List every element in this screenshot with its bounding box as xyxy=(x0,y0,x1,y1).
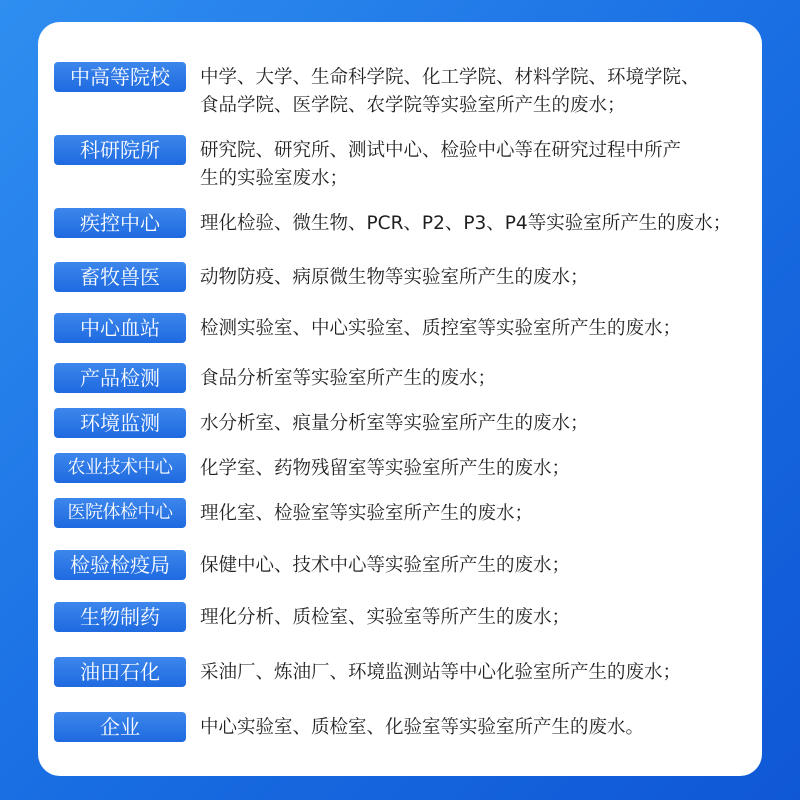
category-description: 食品分析室等实验室所产生的废水； xyxy=(200,368,497,389)
category-badge: 中高等院校 xyxy=(54,62,186,92)
category-badge: 中心血站 xyxy=(54,313,186,343)
category-description: 中心实验室、质检室、化验室等实验室所产生的废水。 xyxy=(200,717,645,738)
category-badge: 企业 xyxy=(54,712,186,742)
category-description: 动物防疫、病原微生物等实验室所产生的废水； xyxy=(200,267,589,288)
category-badge: 生物制药 xyxy=(54,602,186,632)
category-badge: 畜牧兽医 xyxy=(54,262,186,292)
category-badge: 检验检疫局 xyxy=(54,550,186,580)
category-badge: 医院体检中心 xyxy=(54,498,186,528)
category-description: 采油厂、炼油厂、环境监测站等中心化验室所产生的废水； xyxy=(200,662,682,683)
category-description: 保健中心、技术中心等实验室所产生的废水； xyxy=(200,555,571,576)
category-description: 理化室、检验室等实验室所产生的废水； xyxy=(200,503,534,524)
category-badge: 产品检测 xyxy=(54,363,186,393)
category-badge: 农业技术中心 xyxy=(54,453,186,483)
category-description: 研究院、研究所、测试中心、检验中心等在研究过程中所产 生的实验室废水； xyxy=(200,140,682,189)
category-badge: 疾控中心 xyxy=(54,208,186,238)
category-description: 检测实验室、中心实验室、质控室等实验室所产生的废水； xyxy=(200,318,682,339)
category-badge: 科研院所 xyxy=(54,135,186,165)
category-badge: 油田石化 xyxy=(54,657,186,687)
category-description: 理化分析、质检室、实验室等所产生的废水； xyxy=(200,607,571,628)
category-badge: 环境监测 xyxy=(54,408,186,438)
category-description: 水分析室、痕量分析室等实验室所产生的废水； xyxy=(200,413,589,434)
category-description: 理化检验、微生物、PCR、P2、P3、P4等实验室所产生的废水； xyxy=(200,213,732,234)
content-card xyxy=(38,22,762,776)
category-description: 中学、大学、生命科学院、化工学院、材料学院、环境学院、 食品学院、医学院、农学院等实验室所产生的废水； xyxy=(200,67,700,116)
category-description: 化学室、药物残留室等实验室所产生的废水； xyxy=(200,458,571,479)
